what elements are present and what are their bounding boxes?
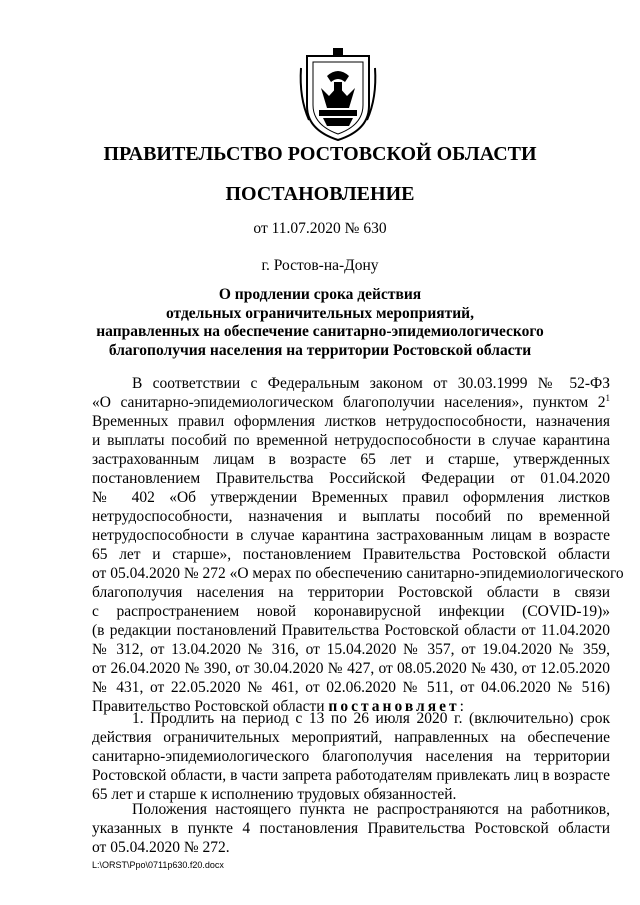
preamble-paragraph (92, 374, 624, 716)
text-line: от 05.04.2020 № 272 «О мерах по обеспечению санитарно-эпидемиологического (92, 565, 624, 582)
text-line: 65 лет и старше к исполнению трудовых обязанностей. (92, 786, 457, 803)
text-line: застрахованным лицам в возрасте 65 лет и старше, утвержденных (92, 451, 610, 468)
subject-line: направленных на обеспечение санитарно-эпидемиологического (96, 323, 544, 340)
text-line: № 431, от 22.05.2020 № 461, от 02.06.2020 № 511, от 04.06.2020 № 516) (92, 679, 610, 696)
document-type: ПОСТАНОВЛЕНИЕ (225, 183, 415, 205)
text-line: действия ограничительных мероприятий, направленных на обеспечение (92, 729, 610, 746)
document-date-number: от 11.07.2020 № 630 (253, 220, 387, 237)
text-line: и выплаты пособий по временной нетрудоспособности в случае карантина (92, 432, 610, 449)
organization-title: ПРАВИТЕЛЬСТВО РОСТОВСКОЙ ОБЛАСТИ (103, 143, 537, 165)
text-line: указанных в пункте 4 постановления Правительства Ростовской области (92, 820, 610, 837)
document-city: г. Ростов-на-Дону (261, 257, 379, 274)
subject-line: отдельных ограничительных мероприятий, (166, 304, 474, 322)
document-subject (0, 286, 640, 360)
item-1-note-paragraph (92, 800, 610, 857)
text-line: санитарно-эпидемиологического благополучия населения на территории (92, 748, 610, 765)
resolves-keyword: постановляет (328, 698, 460, 715)
text-line: благополучия населения на территории Ростовской области в связи (92, 584, 610, 601)
item-1-paragraph (92, 709, 610, 804)
text-line: нетрудоспособности, назначения и выплаты пособий по временной (92, 508, 610, 525)
text-line: Ростовской области, в части запрета работодателям привлекать лиц в возрасте (92, 767, 610, 784)
text-line: от 26.04.2020 № 390, от 30.04.2020 № 427, от 08.05.2020 № 430, от 12.05.2020 (92, 660, 610, 677)
subject-line: О продлении срока действия (218, 286, 422, 303)
text-line: Временных правил оформления листков нетрудоспособности, назначения (92, 413, 610, 430)
text-line: (в редакции постановлений Правительства Ростовской области от 11.04.2020 (92, 622, 610, 639)
superscript: 1 (605, 392, 610, 403)
text-line: № 402 «Об утверждении Временных правил оформления листков (92, 489, 610, 506)
text-line: с распространением новой коронавирусной инфекции (COVID-19)» (92, 603, 610, 620)
text-line: нетрудоспособности в случае карантина застрахованным лицам в возрасте (92, 527, 610, 544)
text-line: В соответствии с Федеральным законом от 30.03.1999 № 52-ФЗ (132, 375, 610, 392)
file-path-footer: L:\ORST\Ppo\0711p630.f20.docx (92, 860, 224, 870)
text-line: Правительство Ростовской области постановляет: (92, 698, 464, 715)
text-line: «О санитарно-эпидемиологическом благополучии населения», пунктом $2^1$ (92, 392, 610, 411)
coat-of-arms-emblem (297, 48, 379, 142)
text-line: от 05.04.2020 № 272. (92, 839, 230, 856)
subject-line: благополучия населения на территории Ростовской области (108, 341, 532, 359)
text-line: Положения настоящего пункта не распространяются на работников, (132, 801, 610, 818)
text-line: № 312, от 13.04.2020 № 316, от 15.04.2020 № 357, от 19.04.2020 № 359, (92, 641, 610, 658)
text-line: 65 лет и старше», постановлением Правительства Ростовской области (92, 546, 610, 563)
text-line: 1. Продлить на период с 13 по 26 июля 2020 г. (включительно) срок (132, 710, 610, 727)
text-line: постановлением Правительства Российской Федерации от 01.04.2020 (92, 470, 610, 487)
